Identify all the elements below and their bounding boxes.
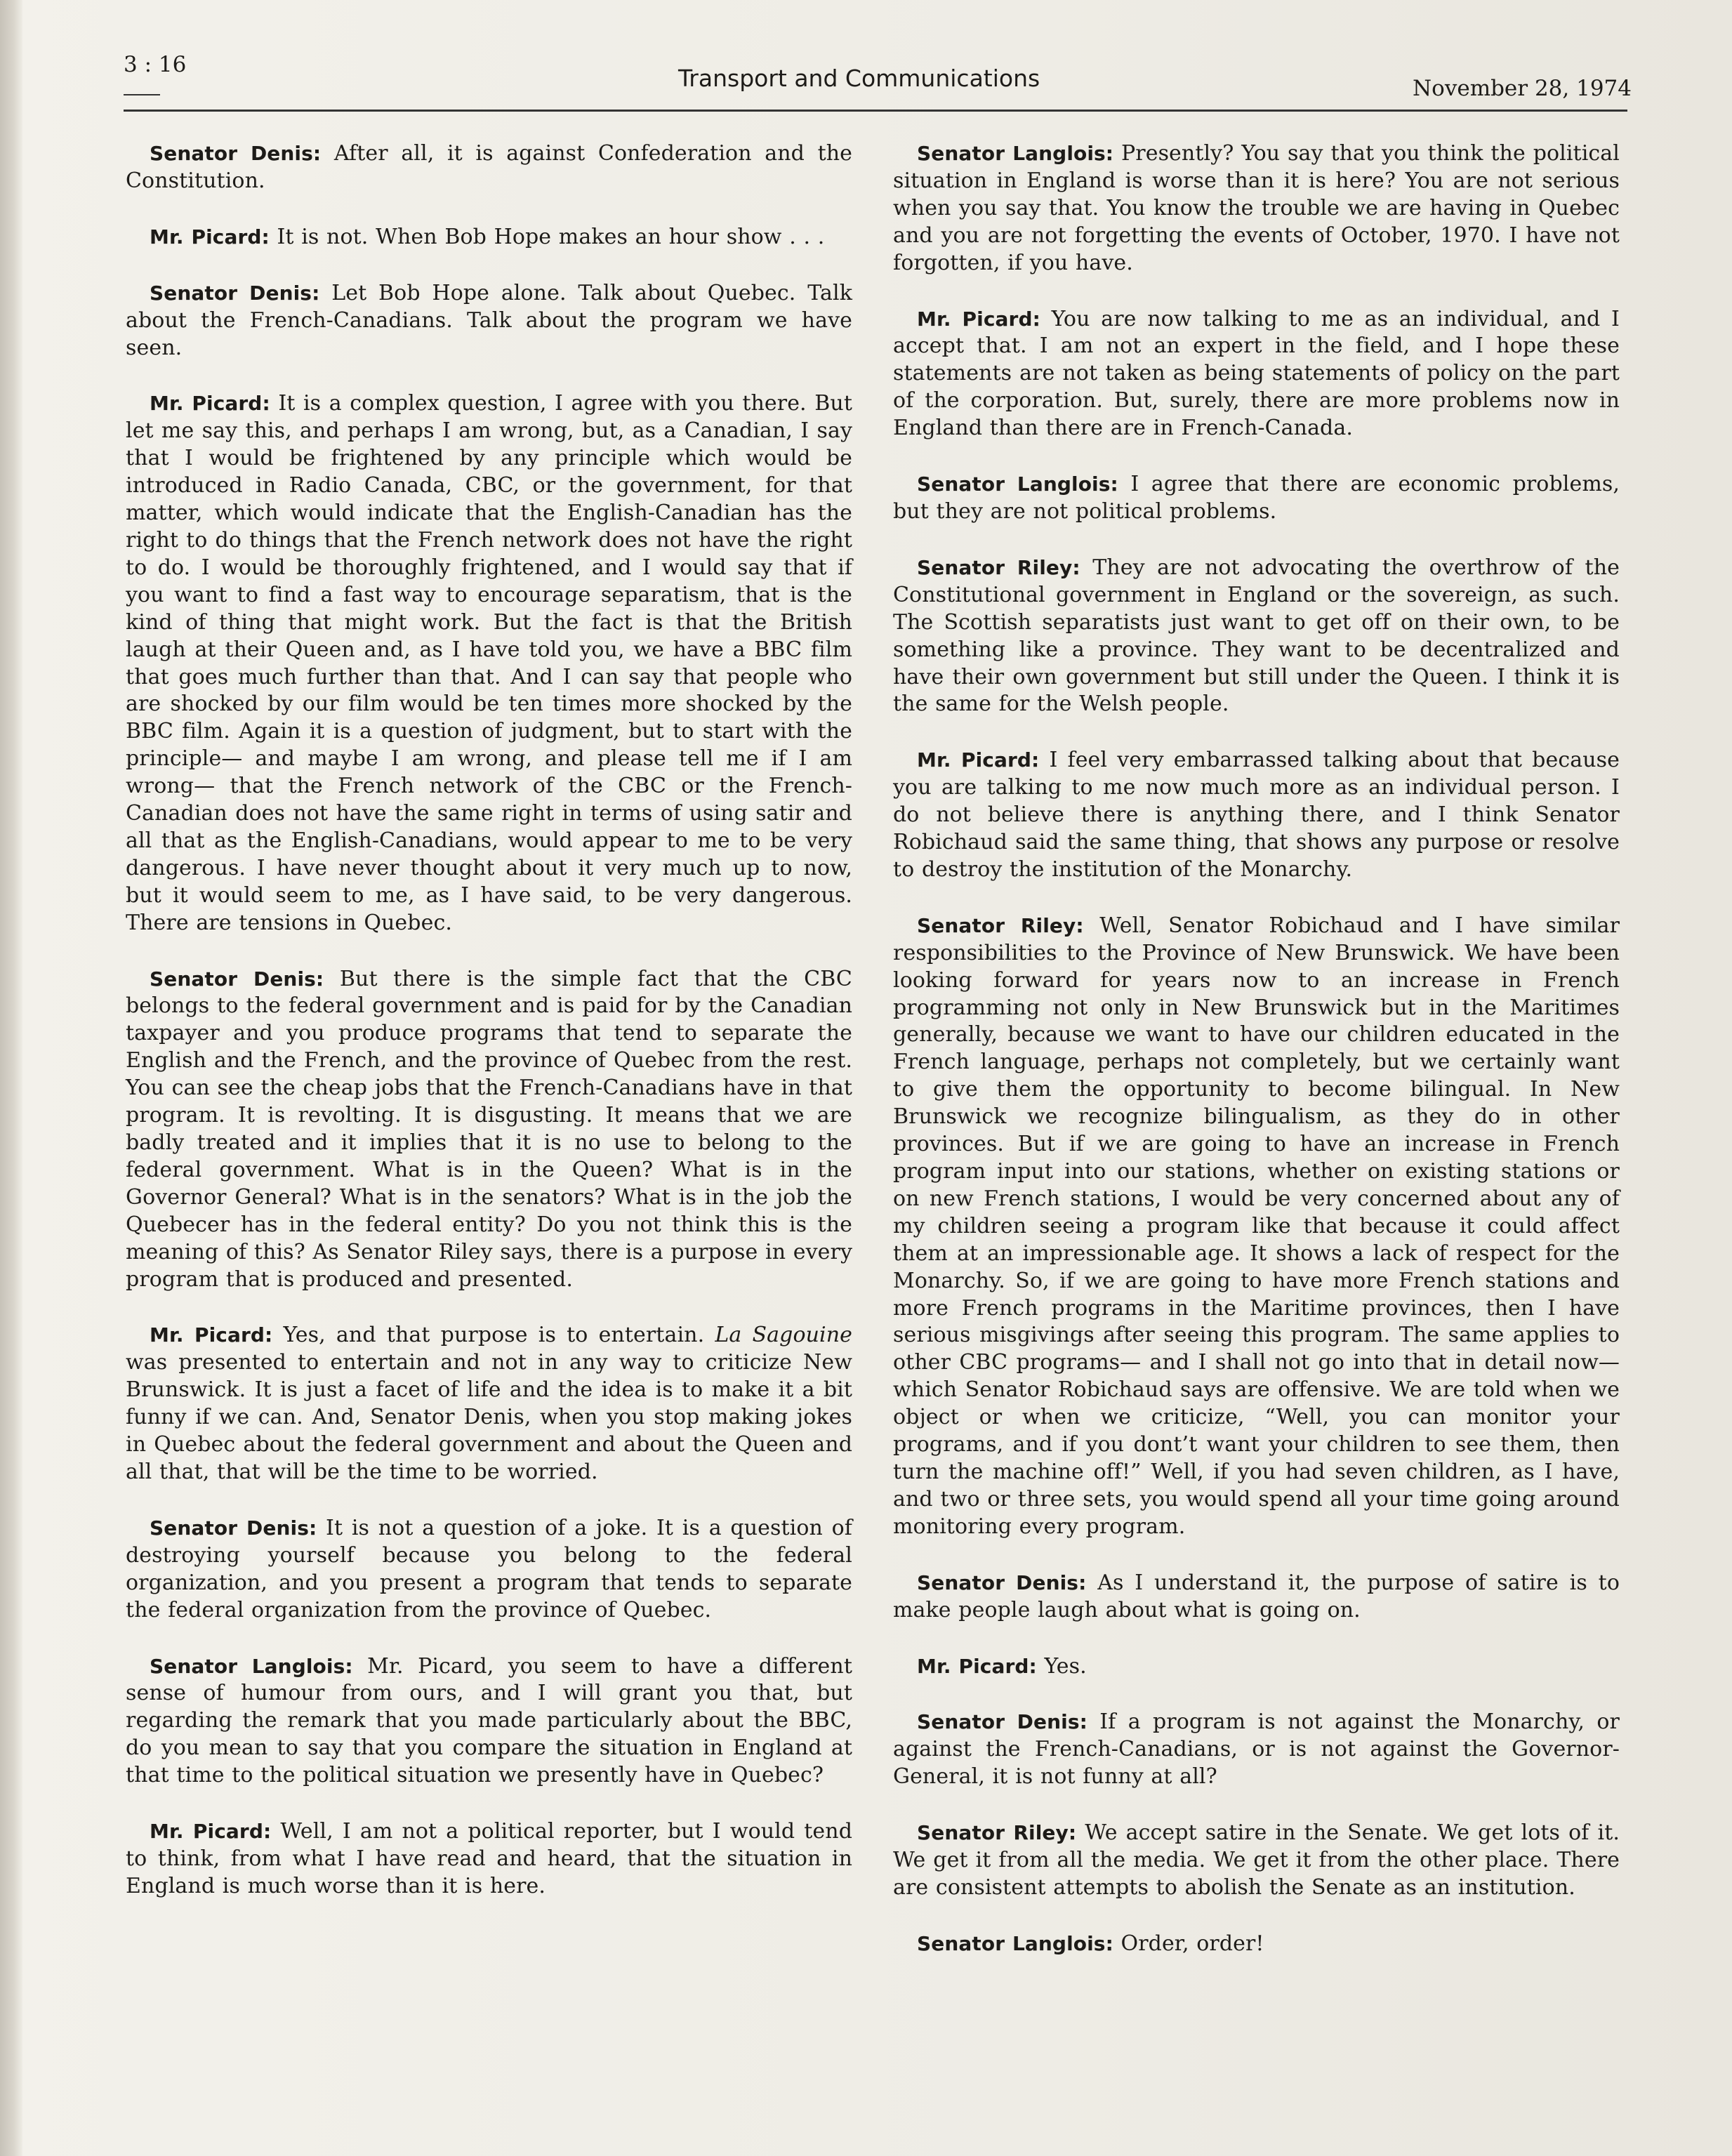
speech-text: It is not a question of a joke. It is a question of destroying yourself because you belong to the federal organization, and you present a program that tends to separate the federal organization from the province of Quebec. — [126, 1515, 852, 1622]
speaker-name: Senator Langlois: — [917, 142, 1114, 165]
speaker-name: Mr. Picard: — [150, 1323, 273, 1347]
speech-paragraph — [126, 1515, 852, 1625]
speech-paragraph — [126, 140, 852, 195]
speech-paragraph — [126, 1653, 852, 1790]
speech-text: As I understand it, the purpose of satire is to make people laugh about what is going on. — [893, 1570, 1620, 1622]
speaker-name: Senator Langlois: — [917, 472, 1118, 496]
speech-text: It is not. When Bob Hope makes an hour show . . . — [277, 224, 825, 249]
speaker-name: Mr. Picard: — [150, 1820, 272, 1844]
speaker-name: Mr. Picard: — [917, 748, 1040, 772]
speech-paragraph — [893, 306, 1620, 443]
speaker-name: Senator Denis: — [150, 281, 320, 305]
speech-text: Well, I am not a political reporter, but I would tend to think, from what I have read and heard, that the situation in England is much worse than it is here. — [126, 1819, 852, 1898]
speech-text: Yes. — [1044, 1653, 1087, 1679]
speech-paragraph — [893, 140, 1620, 277]
right-column — [893, 140, 1620, 1987]
speaker-name: Senator Riley: — [917, 913, 1084, 937]
speaker-name: Senator Langlois: — [150, 1654, 353, 1678]
speaker-name: Senator Denis: — [150, 1516, 317, 1540]
header-date: November 28, 1974 — [1413, 76, 1632, 101]
speech-text: After all, it is against Confederation and the Constitution. — [126, 141, 852, 193]
header-underline-short — [124, 94, 160, 95]
speech-text: I feel very embarrassed talking about that because you are talking to me now much more as an individual person. I do not believe there is anything there, and I think Senator Robichaud said the same thing, that shows any purpose or resolve to destroy the institution of the Monarchy. — [893, 748, 1620, 882]
speech-paragraph — [126, 224, 852, 251]
speaker-name: Mr. Picard: — [150, 392, 270, 416]
speech-text: I agree that there are economic problems, but they are not political problems. — [893, 472, 1620, 524]
speech-paragraph — [893, 1570, 1620, 1625]
speaker-name: Senator Denis: — [917, 1570, 1087, 1594]
page-number: 3 : 16 — [124, 52, 187, 77]
speech-paragraph — [893, 1931, 1620, 1958]
speech-paragraph — [126, 390, 852, 937]
speech-text: Mr. Picard, you seem to have a different sense of humour from ours, and I will grant you that, but regarding the remark that you made particularly about the BBC, do you mean to say that you compare the situation in England at that time to the political situation we presently have in Quebec? — [126, 1653, 852, 1788]
speech-text: Let Bob Hope alone. Talk about Quebec. Talk about the French-Canadians. Talk about the program we have seen. — [126, 280, 852, 360]
speech-paragraph — [893, 1709, 1620, 1791]
speech-text: But there is the simple fact that the CBC belongs to the federal government and is paid for by the Canadian taxpayer and you produce programs that tend to separate the English and the French, and the province of Quebec from the rest. You can see the cheap jobs that the French-Canadians have in that program. It is revolting. It is disgusting. It means that we are badly treated and it implies that it is no use to belong to the federal government. What is in the Queen? What is in the Governor General? What is in the senators? What is in the job the Quebecer has in the federal entity? Do you not think this is the meaning of this? As Senator Riley says, there is a purpose in every program that is produced and presented. — [126, 966, 852, 1292]
running-title: Transport and Communications — [678, 65, 1040, 92]
speech-text: Yes, and that purpose is to entertain. — [283, 1323, 715, 1348]
speech-paragraph — [893, 747, 1620, 884]
speaker-name: Mr. Picard: — [150, 225, 270, 249]
speech-text: They are not advocating the overthrow of the Constitutional government in England or the sovereign, as such. The Scottish separatists just want to get off on their own, to be something like a province. They want to be decentralized and have their own government but still under the Queen. I think it is the same for the Welsh people. — [893, 555, 1620, 717]
speaker-name: Senator Riley: — [917, 555, 1080, 579]
speech-paragraph — [893, 913, 1620, 1541]
speech-paragraph — [893, 555, 1620, 718]
speech-text: Order, order! — [1120, 1931, 1264, 1956]
speech-text: It is a complex question, I agree with you there. But let me say this, and perhaps I am wrong, but, as a Canadian, I say that I would be frightened by any principle which would be introduced in Radio Canada, CBC, or the government, for that matter, which would indicate that the English-Canadian has the right to do things that the French network does not have the right to do. I would be thoroughly frightened, and I would say that if you want to find a fast way to encourage separatism, that is the kind of thing that might work. But the fact is that the British laugh at their Queen and, as I have told you, we have a BBC film that goes much further than that. And I can say that people who are shocked by our film would be ten times more shocked by the BBC film. Again it is a question of judgment, but to start with the principle— and maybe I am wrong, and please tell me if I am wrong— that the French network of the CBC or the French-Canadian does not have the same right in terms of using satir and all that as the English-Canadians, would appear to me to be very dangerous. I have never thought about it very much up to now, but it would seem to me, as I have said, to be very dangerous. There are tensions in Quebec. — [126, 391, 852, 935]
left-column — [126, 140, 852, 1929]
speaker-name: Senator Riley: — [917, 1821, 1077, 1845]
page-binding-edge — [0, 0, 22, 2156]
speech-text: We accept satire in the Senate. We get lots of it. We get it from all the media. We get it from the other place. There are consistent attempts to abolish the Senate as an institution. — [893, 1820, 1620, 1900]
speech-paragraph — [126, 966, 852, 1294]
speech-text: Presently? You say that you think the political situation in England is worse than it is here? You are not serious when you say that. You know the trouble we are having in Quebec and you are not forgetting the events of October, 1970. I have not forgotten, if you have. — [893, 141, 1620, 275]
speech-paragraph — [893, 1653, 1620, 1681]
page-header — [124, 49, 1632, 112]
italic-title: La Sagouine — [715, 1323, 853, 1348]
speaker-name: Senator Denis: — [150, 967, 324, 991]
speech-paragraph — [126, 1322, 852, 1486]
speech-paragraph — [893, 471, 1620, 526]
speech-text: was presented to entertain and not in any way to criticize New Brunswick. It is just a facet of life and the idea is to make it a bit funny if we can. And, Senator Denis, when you stop making jokes in Quebec about the federal government and about the Queen and all that, that will be the time to be worried. — [126, 1350, 852, 1484]
header-rule — [124, 110, 1627, 112]
speaker-name: Mr. Picard: — [917, 1654, 1037, 1678]
speech-paragraph — [893, 1820, 1620, 1902]
speech-text: You are now talking to me as an individual, and I accept that. I am not an expert in the field, and I hope these statements are not taken as being statements of policy on the part of the corporation. But, surely, there are more problems now in England than there are in French-Canada. — [893, 306, 1620, 441]
speaker-name: Mr. Picard: — [917, 307, 1040, 331]
speaker-name: Senator Langlois: — [917, 1931, 1113, 1955]
speech-text: If a program is not against the Monarchy, or against the French-Canadians, or is not against the Governor-General, it is not funny at all? — [893, 1709, 1620, 1790]
speech-paragraph — [126, 280, 852, 362]
speech-text: Well, Senator Robichaud and I have similar responsibilities to the Province of New Brunswick. We have been looking forward for years now to an increase in French programming not only in New Brunswick but in the Maritimes generally, because we want to have our children educated in the French language, perhaps not completely, but we certainly want to give them the opportunity to become bilingual. In New Brunswick we recognize bilingualism, as they do in other provinces. But if we are going to have an increase in French program input into our stations, whether on existing stations or on new French stations, I would be very concerned about any of my children seeing a program like that because it could affect them at an impressionable age. It shows a lack of respect for the Monarchy. So, if we are going to have more French stations and more French programs in the Maritime provinces, then I have serious misgivings after seeing this program. The same applies to other CBC programs— and I shall not go into that in detail now—which Senator Robichaud says are offensive. We are told when we object or when we criticize, “Well, you can monitor your programs, and if you dont’t want your children to see them, then turn the machine off!” Well, if you had seven children, as I have, and two or three sets, you would spend all your time going around monitoring every program. — [893, 913, 1620, 1539]
speech-paragraph — [126, 1818, 852, 1900]
speaker-name: Senator Denis: — [150, 142, 322, 165]
speaker-name: Senator Denis: — [917, 1710, 1088, 1734]
